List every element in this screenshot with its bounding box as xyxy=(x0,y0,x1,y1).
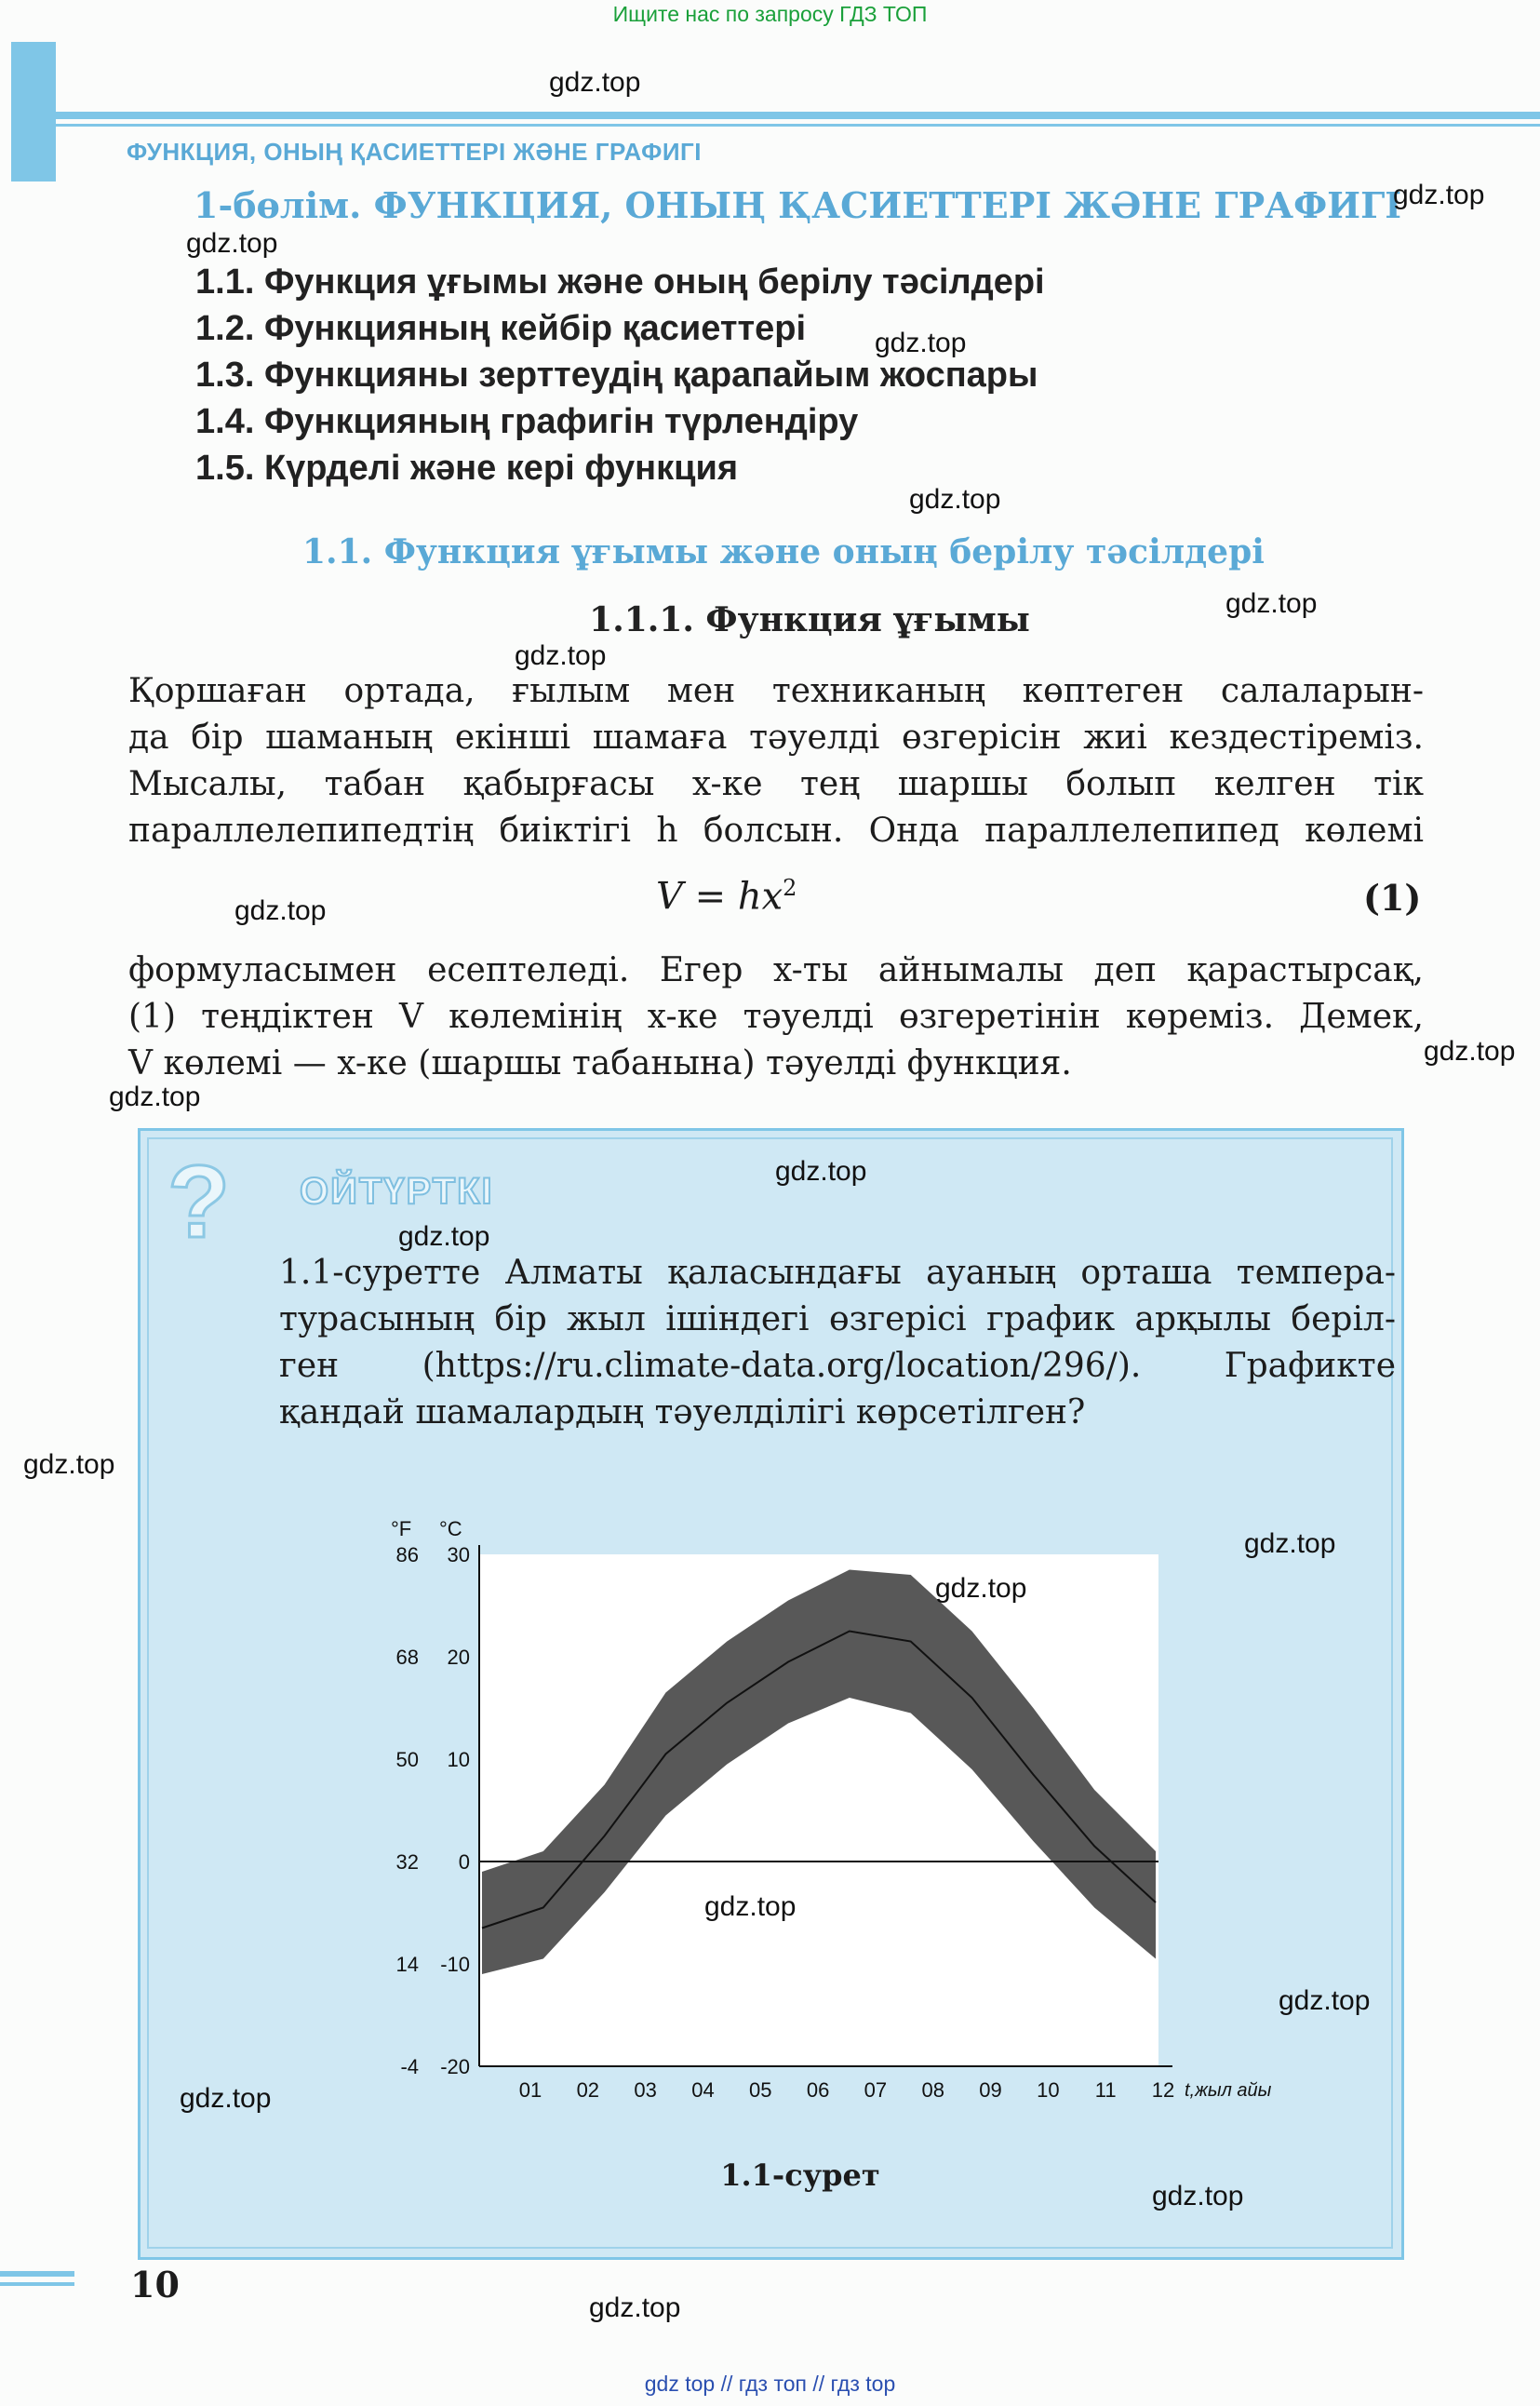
y-tick-label-f: 86 xyxy=(395,1543,419,1566)
x-tick-label: 11 xyxy=(1094,2078,1117,2102)
top-note: Ищите нас по запросу ГДЗ ТОП xyxy=(612,2,928,26)
toc-item: 1.4. Функцияның графигін түрлендіру xyxy=(195,402,859,441)
watermark: gdz.top xyxy=(704,1891,797,1922)
formula-exponent: 2 xyxy=(783,875,797,901)
y-tick-label-f: 32 xyxy=(395,1850,419,1874)
x-tick-label: 04 xyxy=(691,2078,715,2102)
y-tick-label-c: -10 xyxy=(440,1953,470,1976)
toc-item: 1.5. Күрделі және кері функция xyxy=(195,449,738,488)
y-tick-label-f: 68 xyxy=(395,1646,419,1669)
x-tick-label: 03 xyxy=(634,2078,657,2102)
watermark: gdz.top xyxy=(398,1221,490,1252)
y-tick-label-c: 20 xyxy=(447,1646,470,1669)
page-bar-thin xyxy=(0,2282,74,2286)
toc-item: 1.1. Функция ұғымы және оның берілу тәсілдері xyxy=(195,262,1045,302)
y-tick-label-f: 14 xyxy=(395,1953,419,1976)
question-box-heading: ОЙТҮРТКІ xyxy=(300,1171,494,1212)
question-mark-icon: ? xyxy=(167,1145,231,1259)
y-tick-label-f: 50 xyxy=(395,1748,419,1771)
y-tick-label-c: 0 xyxy=(458,1850,470,1874)
x-tick-label: 08 xyxy=(921,2078,944,2102)
y-tick-label-c: 30 xyxy=(447,1543,470,1566)
watermark: gdz.top xyxy=(1152,2181,1244,2211)
watermark: gdz.top xyxy=(935,1573,1027,1604)
paragraph-line: да бір шаманың екінші шамаға тәуелді өзгерісін жиі кездестіреміз. xyxy=(128,719,1424,757)
x-tick-label: 06 xyxy=(806,2078,830,2102)
watermark: gdz.top xyxy=(1393,180,1485,210)
question-line: қандай шамалардың тәуелділігі көрсетілген? xyxy=(279,1393,1086,1432)
toc-item: 1.2. Функцияның кейбір қасиеттері xyxy=(195,309,807,348)
y-tick-label-f: -4 xyxy=(400,2055,419,2078)
watermark: gdz.top xyxy=(234,895,327,926)
y-tick-label-c: -20 xyxy=(440,2055,470,2078)
question-line: 1.1-суретте Алматы қаласындағы ауаның орташа темпера- xyxy=(279,1254,1396,1292)
paragraph-line: Қоршаған ортада, ғылым мен техниканың көптеген салаларын- xyxy=(128,672,1424,710)
question-line: турасының бір жыл ішіндегі өзгерісі график арқылы беріл- xyxy=(279,1300,1396,1338)
x-tick-label: 09 xyxy=(979,2078,1002,2102)
page-bar xyxy=(0,2271,74,2277)
x-tick-label: 07 xyxy=(864,2078,888,2102)
bottom-note: gdz top // гдз топ // гдз top xyxy=(644,2372,896,2396)
paragraph-line: Мысалы, табан қабырғасы x-ке тең шаршы болып келген тік xyxy=(128,765,1424,803)
subsubsection-title: 1.1.1. Функция ұғымы xyxy=(589,600,1030,639)
x-tick-label: 02 xyxy=(576,2078,600,2102)
watermark: gdz.top xyxy=(1424,1036,1516,1067)
y-unit-right: °C xyxy=(439,1517,462,1540)
watermark: gdz.top xyxy=(515,640,607,671)
paragraph-line: (1) теңдіктен V көлемінің x-ке тәуелді өзгеретінін көреміз. Демек, xyxy=(128,998,1424,1036)
chapter-tab xyxy=(11,42,56,181)
watermark: gdz.top xyxy=(875,328,967,358)
equation-number: (1) xyxy=(1363,877,1422,919)
header-rule-thin xyxy=(56,124,1540,127)
section-title: 1-бөлім. ФУНКЦИЯ, ОНЫҢ ҚАСИЕТТЕРІ ЖӘНЕ ГРАФИГІ xyxy=(194,184,1402,226)
page-number: 10 xyxy=(130,2264,180,2305)
subsection-title: 1.1. Функция ұғымы және оның берілу тәсілдері xyxy=(302,532,1265,571)
paragraph-line: V көлемі — x-ке (шаршы табанына) тәуелді функция. xyxy=(128,1044,1072,1082)
running-head: ФУНКЦИЯ, ОНЫҢ ҚАСИЕТТЕРІ ЖӘНЕ ГРАФИГІ xyxy=(127,138,702,166)
x-tick-label: 05 xyxy=(749,2078,772,2102)
watermark: gdz.top xyxy=(180,2083,272,2114)
toc-item: 1.3. Функцияны зерттеудің қарапайым жоспары xyxy=(195,356,1038,395)
x-tick-label: 01 xyxy=(518,2078,542,2102)
paragraph-line: параллелепипедтің биіктігі h болсын. Онда параллелепипед көлемі xyxy=(128,812,1424,850)
watermark: gdz.top xyxy=(1279,1985,1371,2016)
y-unit-left: °F xyxy=(391,1517,412,1540)
watermark: gdz.top xyxy=(909,484,1001,515)
x-tick-label: 10 xyxy=(1037,2078,1060,2102)
x-axis-label: t,жыл айы xyxy=(1185,2080,1272,2101)
temperature-chart xyxy=(354,1508,1321,2131)
watermark: gdz.top xyxy=(1244,1528,1336,1559)
watermark: gdz.top xyxy=(23,1449,115,1480)
watermark: gdz.top xyxy=(589,2292,681,2323)
header-rule xyxy=(56,112,1540,119)
paragraph-line: формуласымен есептеледі. Егер x-ты айнымалы деп қарастырсақ, xyxy=(128,951,1424,989)
question-line: ген (https://ru.climate-data.org/location/296/). Графикте xyxy=(279,1347,1396,1385)
watermark: gdz.top xyxy=(549,67,641,98)
figure-caption: 1.1-сурет xyxy=(720,2157,880,2193)
y-tick-label-c: 10 xyxy=(447,1748,470,1771)
x-tick-label: 12 xyxy=(1151,2078,1175,2102)
formula xyxy=(656,875,797,918)
watermark: gdz.top xyxy=(186,228,278,259)
watermark: gdz.top xyxy=(109,1082,201,1112)
watermark: gdz.top xyxy=(1225,588,1318,619)
watermark: gdz.top xyxy=(775,1156,867,1187)
formula-body: V = hx xyxy=(656,875,783,919)
